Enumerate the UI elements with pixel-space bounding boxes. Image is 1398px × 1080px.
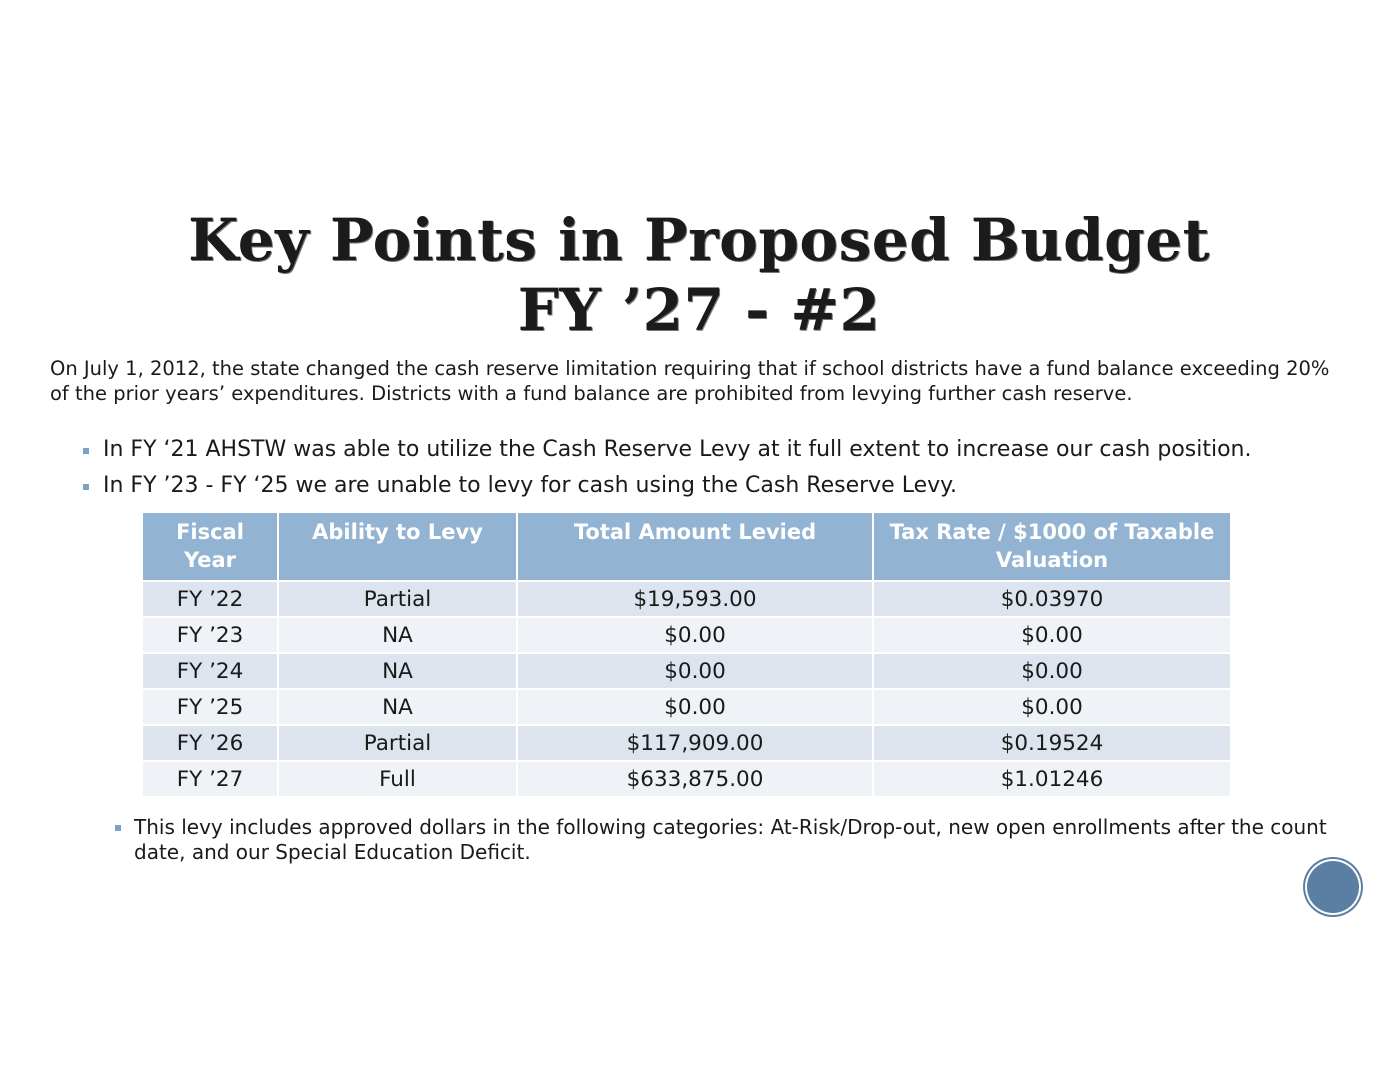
- title-line-2: FY ’27 - #2: [517, 276, 881, 344]
- cell-amount: $117,909.00: [517, 725, 873, 761]
- cell-ability: Full: [278, 761, 517, 797]
- cell-ability: NA: [278, 689, 517, 725]
- cell-amount: $633,875.00: [517, 761, 873, 797]
- cell-tax-rate: $1.01246: [873, 761, 1231, 797]
- table-header-row: [142, 512, 1231, 581]
- cell-fiscal-year: FY ’22: [142, 581, 278, 617]
- cell-amount: $19,593.00: [517, 581, 873, 617]
- bullet-item: In FY ‘21 AHSTW was able to utilize the Cash Reserve Levy at it full extent to increase our cash position.: [80, 436, 1340, 464]
- cell-fiscal-year: FY ’24: [142, 653, 278, 689]
- bullet-item: In FY ’23 - FY ‘25 we are unable to levy for cash using the Cash Reserve Levy.: [80, 472, 1340, 500]
- cell-ability: NA: [278, 653, 517, 689]
- levy-table: [141, 511, 1232, 798]
- title-line-1: Key Points in Proposed Budget: [188, 206, 1210, 274]
- header-fiscal-year: Fiscal Year: [142, 512, 278, 581]
- cell-fiscal-year: FY ’27: [142, 761, 278, 797]
- cell-tax-rate: $0.00: [873, 653, 1231, 689]
- cell-ability: Partial: [278, 581, 517, 617]
- cell-tax-rate: $0.19524: [873, 725, 1231, 761]
- table-row: [142, 581, 1231, 617]
- header-total-amount-levied: Total Amount Levied: [517, 512, 873, 581]
- slide-title: [0, 205, 1398, 345]
- table-row: [142, 653, 1231, 689]
- cell-tax-rate: $0.00: [873, 689, 1231, 725]
- table-row: [142, 761, 1231, 797]
- table-row: [142, 689, 1231, 725]
- cell-amount: $0.00: [517, 617, 873, 653]
- intro-paragraph: On July 1, 2012, the state changed the cash reserve limitation requiring that if school districts have a fund balance exceeding 20% of the prior years’ expenditures. Districts with a fund balance are prohibited from levying further cash reserve.: [50, 357, 1330, 405]
- cell-fiscal-year: FY ’23: [142, 617, 278, 653]
- bullet-list: [80, 436, 1340, 508]
- levy-note-bullet: This levy includes approved dollars in the following categories: At-Risk/Drop-out, new open enrollments after the count date, and our Special Education Deficit.: [112, 815, 1384, 865]
- cell-fiscal-year: FY ’25: [142, 689, 278, 725]
- cell-fiscal-year: FY ’26: [142, 725, 278, 761]
- header-ability-to-levy: Ability to Levy: [278, 512, 517, 581]
- cell-ability: NA: [278, 617, 517, 653]
- slide-nav-circle-icon[interactable]: [1307, 861, 1359, 913]
- cell-amount: $0.00: [517, 689, 873, 725]
- table-row: [142, 617, 1231, 653]
- cell-tax-rate: $0.00: [873, 617, 1231, 653]
- table-row: [142, 725, 1231, 761]
- header-tax-rate: Tax Rate / $1000 of Taxable Valuation: [873, 512, 1231, 581]
- cell-tax-rate: $0.03970: [873, 581, 1231, 617]
- cell-ability: Partial: [278, 725, 517, 761]
- cell-amount: $0.00: [517, 653, 873, 689]
